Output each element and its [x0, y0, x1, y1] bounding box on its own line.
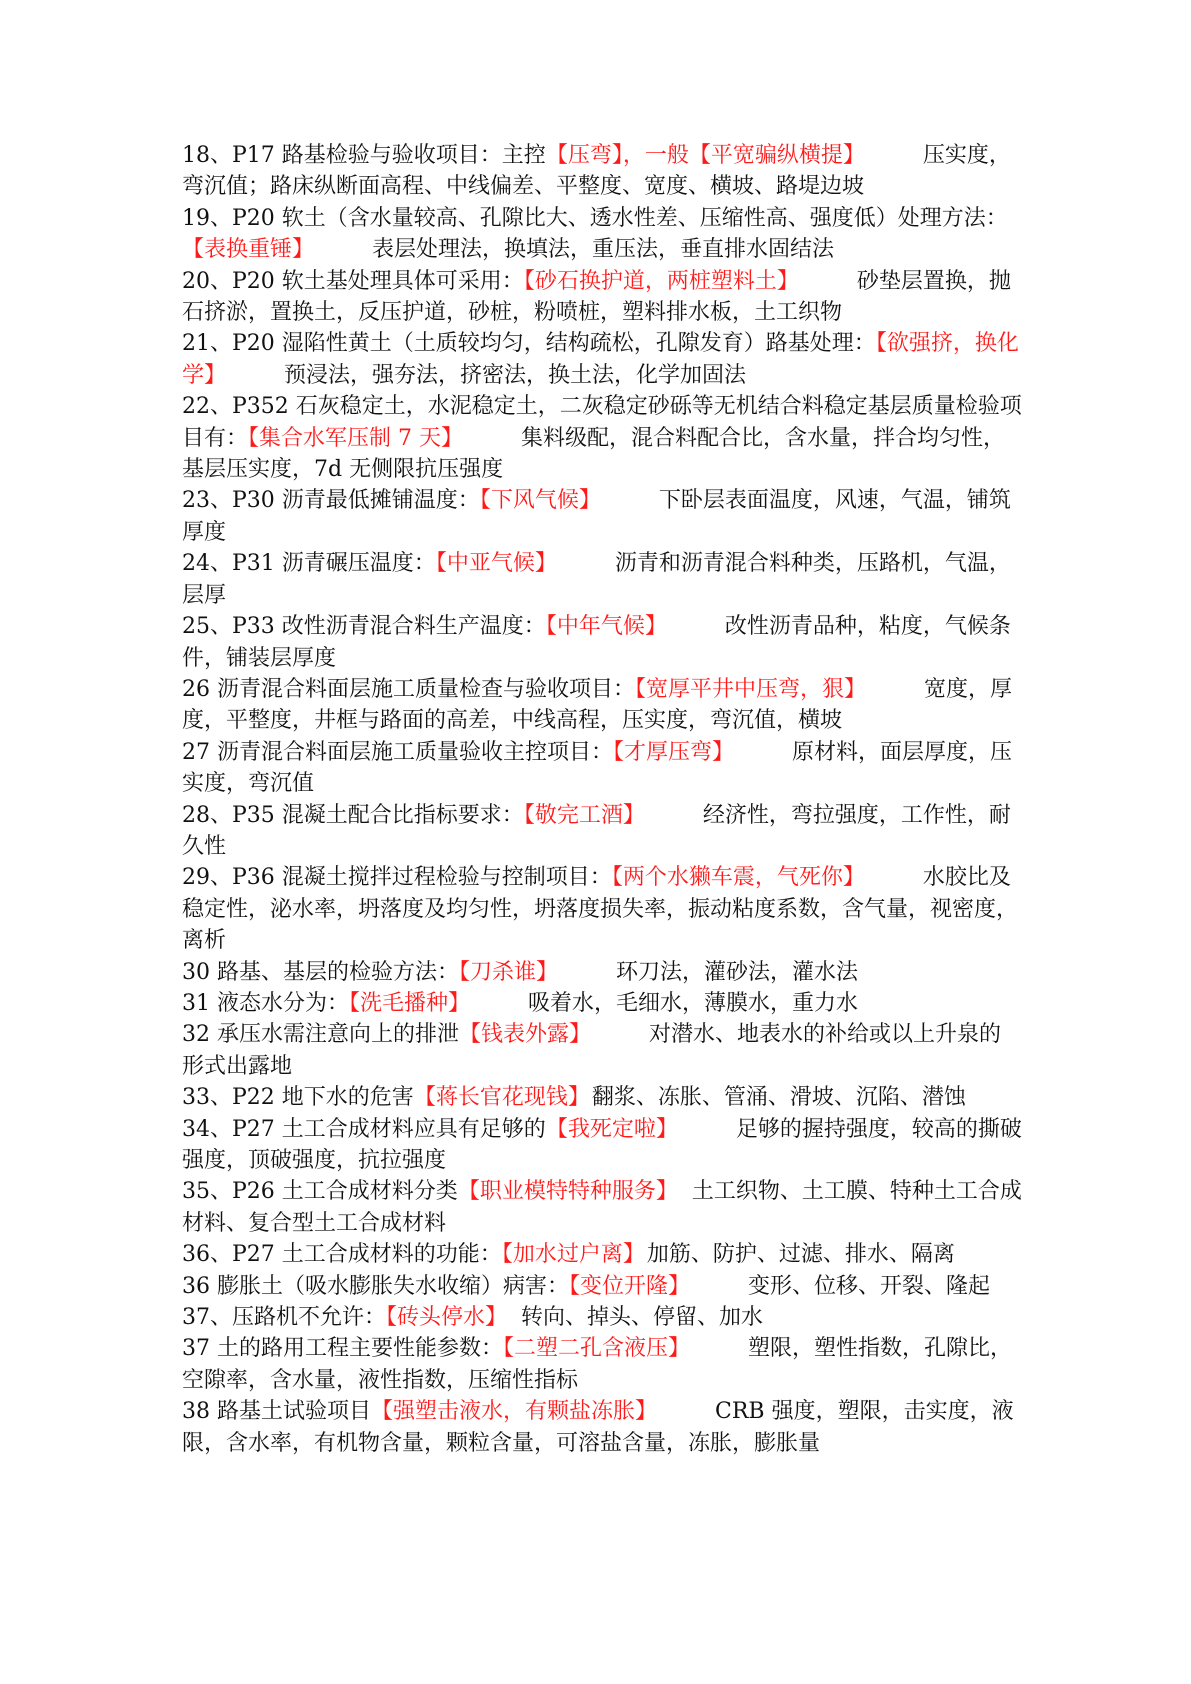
entry-question: 土工合成材料分类 [281, 1179, 458, 1205]
entry-mnemonic: 【敬完工酒】 [523, 802, 645, 828]
entry-number: 27 [182, 739, 217, 765]
entry-answer: 砂垫层置换，抛石挤淤，置换土，反压护道，砂桩，粉喷桩，塑料排水板，土工织物 [182, 268, 1011, 326]
entry-answer: 预浸法，强夯法，挤密法，换土法，化学加固法 [284, 362, 747, 388]
entry-number: 29、P36 [182, 865, 282, 891]
entry-question: 土工合成材料的功能： [281, 1242, 502, 1268]
entry-number: 25、P33 [182, 614, 282, 640]
entry [182, 1082, 1022, 1113]
entry [182, 1019, 1022, 1082]
entry-mnemonic: 【二塑二孔含液压】 [503, 1336, 691, 1362]
entry [182, 737, 1022, 800]
entry [182, 266, 1022, 329]
entry-number: 33、P22 [182, 1085, 282, 1111]
entry-mnemonic: 【洗毛播种】 [349, 990, 471, 1016]
entry-number: 35、P26 [182, 1179, 282, 1205]
entry-question: 液态水分为： [217, 990, 350, 1016]
entry-number: 26 [182, 676, 217, 702]
entry-mnemonic: 【砂石换护道，两桩塑料土】 [523, 268, 799, 294]
entry-answer: 对潜水、地表水的补给或以上升泉的形式出露地 [182, 1022, 1002, 1079]
entry-answer: 环刀法，灌砂法，灌水法 [616, 959, 859, 985]
entry [182, 1333, 1022, 1396]
entry-number: 24、P31 [182, 551, 282, 577]
entry-mnemonic: 【下风气候】 [479, 488, 601, 514]
entry [182, 548, 1022, 611]
entry-answer: 足够的握持强度，较高的撕破强度，顶破强度，抗拉强度 [182, 1116, 1022, 1173]
entry-mnemonic: 【中年气候】 [545, 614, 667, 640]
entry-question: 软土（含水量较高、孔隙比大、透水性差、压缩性高、强度低）处理方法： [281, 205, 1008, 231]
entry-mnemonic: 【钱表外露】 [459, 1022, 592, 1048]
entry-question: 改性沥青混合料生产温度： [281, 614, 546, 640]
entry-question: 压路机不允许： [232, 1305, 387, 1331]
entry-answer: 改性沥青品种，粘度，气候条件，铺装层厚度 [182, 614, 1011, 671]
entry-question: 石灰稳定土，水泥稳定土，二灰稳定砂砾等无机结合料稳定基层质量检验项目有： [182, 394, 1022, 451]
entry-number: 36 [182, 1273, 217, 1299]
entry-question: 沥青混合料面层施工质量检查与验收项目： [217, 676, 636, 702]
entry-mnemonic: 【宽厚平井中压弯，狠】 [635, 676, 867, 702]
entry [182, 1239, 1022, 1270]
document-page [182, 140, 1022, 1459]
entry-answer: 压实度，弯沉值；路床纵断面高程、中线偏差、平整度、宽度、横坡、路堤边坡 [182, 143, 1011, 200]
entry-mnemonic: 【砖头停水】 [386, 1305, 508, 1331]
entry-answer: 转向、掉头、停留、加水 [521, 1305, 764, 1331]
entry [182, 1271, 1022, 1302]
entry-question: 沥青最低摊铺温度： [281, 488, 480, 514]
entry-answer: CRB 强度，塑限，击实度，液限，含水率，有机物含量，颗粒含量，可溶盐含量，冻胀，膨胀量 [182, 1399, 1014, 1456]
entry [182, 957, 1022, 988]
entry-question: 混凝土配合比指标要求： [281, 802, 524, 828]
entry-question: 地下水的危害 [281, 1085, 414, 1111]
entry-number: 23、P30 [182, 488, 282, 514]
entry-question: 路基土试验项目 [217, 1399, 372, 1425]
entry [182, 328, 1022, 391]
entry-number: 30 [182, 959, 217, 985]
entry-number: 18、P17 [182, 143, 282, 168]
entry-number: 19、P20 [182, 205, 282, 231]
entry-mnemonic: 【欲强挤，换化学】 [182, 331, 1019, 388]
entry-mnemonic: 【压弯】，一般【平宽骗纵横提】 [545, 143, 865, 168]
entry [182, 1302, 1022, 1333]
entry [182, 391, 1022, 485]
entry-mnemonic: 【我死定啦】 [545, 1116, 678, 1142]
entry-number: 37 [182, 1336, 217, 1362]
entry-question: 膨胀土（吸水膨胀失水收缩）病害： [217, 1273, 570, 1299]
entry-answer: 经济性，弯拉强度，工作性，耐久性 [182, 802, 1011, 859]
entry [182, 1396, 1022, 1459]
entry [182, 988, 1022, 1019]
entry-answer: 塑限，塑性指数，孔隙比，空隙率，含水量，液性指数，压缩性指标 [182, 1336, 1013, 1393]
entry-answer: 表层处理法，换填法，重压法，垂直排水固结法 [372, 237, 835, 263]
entry-mnemonic: 【职业模特特种服务】 [457, 1179, 678, 1205]
entry-answer: 变形、位移、开裂、隆起 [748, 1273, 991, 1299]
entry-question: 路基检验与验收项目：主控 [281, 143, 546, 168]
entry-mnemonic: 【刀杀谁】 [459, 959, 559, 985]
entry-question: 土的路用工程主要性能参数： [217, 1336, 504, 1362]
entry-mnemonic: 【表换重锤】 [182, 237, 315, 263]
entry [182, 140, 1022, 203]
entry-answer: 土工织物、土工膜、特种土工合成材料、复合型土工合成材料 [182, 1179, 1022, 1236]
entry [182, 203, 1022, 266]
entry-number: 38 [182, 1399, 217, 1425]
entry [182, 611, 1022, 674]
entry-answer: 沥青和沥青混合料种类，压路机，气温，层厚 [182, 551, 1011, 608]
entry-question: 沥青混合料面层施工质量验收主控项目： [217, 739, 614, 765]
entry [182, 862, 1022, 956]
entry-number: 32 [182, 1022, 217, 1048]
entry-answer: 原材料，面层厚度，压实度，弯沉值 [182, 739, 1013, 797]
entry-answer: 宽度，厚度，平整度，井框与路面的高差，中线高程，压实度，弯沉值，横坡 [182, 676, 1013, 734]
entry [182, 674, 1022, 737]
entry-answer: 集料级配，混合料配合比，含水量，拌合均匀性，基层压实度，7d 无侧限抗压强度 [182, 425, 1006, 483]
entry-answer: 加筋、防护、过滤、排水、隔离 [646, 1242, 955, 1268]
entry-answer: 水胶比及稳定性，泌水率，坍落度及均匀性，坍落度损失率，振动粘度系数，含气量，视密度，离析 [182, 865, 1019, 954]
entry-answer: 下卧层表面温度，风速，气温，铺筑厚度 [182, 488, 1011, 545]
entry-question: 湿陷性黄土（土质较均匀，结构疏松，孔隙发育）路基处理： [281, 331, 876, 357]
entry-number: 34、P27 [182, 1116, 282, 1142]
entry-mnemonic: 【强塑击液水，有颗盐冻胀】 [371, 1399, 658, 1425]
entry-number: 22、P352 [182, 394, 296, 420]
entry-number: 21、P20 [182, 331, 282, 357]
entry-number: 31 [182, 990, 217, 1016]
entry-answer: 翻浆、冻胀、管涌、滑坡、沉陷、潜蚀 [591, 1085, 966, 1111]
entry-number: 20、P20 [182, 268, 282, 294]
entry-mnemonic: 【两个水獭车震，气死你】 [611, 865, 865, 891]
entry-mnemonic: 【蒋长官花现钱】 [413, 1085, 590, 1111]
entry-question: 承压水需注意向上的排泄 [217, 1022, 460, 1048]
entry-question: 土工合成材料应具有足够的 [281, 1116, 546, 1142]
entry-number: 37、 [182, 1305, 232, 1331]
entry-mnemonic: 【才厚压弯】 [613, 739, 735, 765]
entry-number: 28、P35 [182, 802, 282, 828]
entry-mnemonic: 【集合水军压制 7 天】 [248, 425, 463, 451]
entry [182, 1114, 1022, 1177]
entry-question: 软土基处理具体可采用： [281, 268, 524, 294]
entry-question: 路基、基层的检验方法： [217, 959, 460, 985]
entry [182, 485, 1022, 548]
entry-question: 沥青碾压温度： [281, 551, 436, 577]
entry-question: 混凝土搅拌过程检验与控制项目： [281, 865, 612, 891]
entry-mnemonic: 【中亚气候】 [435, 551, 557, 577]
entry [182, 1176, 1022, 1239]
entry-mnemonic: 【变位开隆】 [569, 1273, 691, 1299]
entry [182, 800, 1022, 863]
entry-mnemonic: 【加水过户离】 [501, 1242, 645, 1268]
entry-answer: 吸着水，毛细水，薄膜水，重力水 [528, 990, 859, 1016]
entry-number: 36、P27 [182, 1242, 282, 1268]
